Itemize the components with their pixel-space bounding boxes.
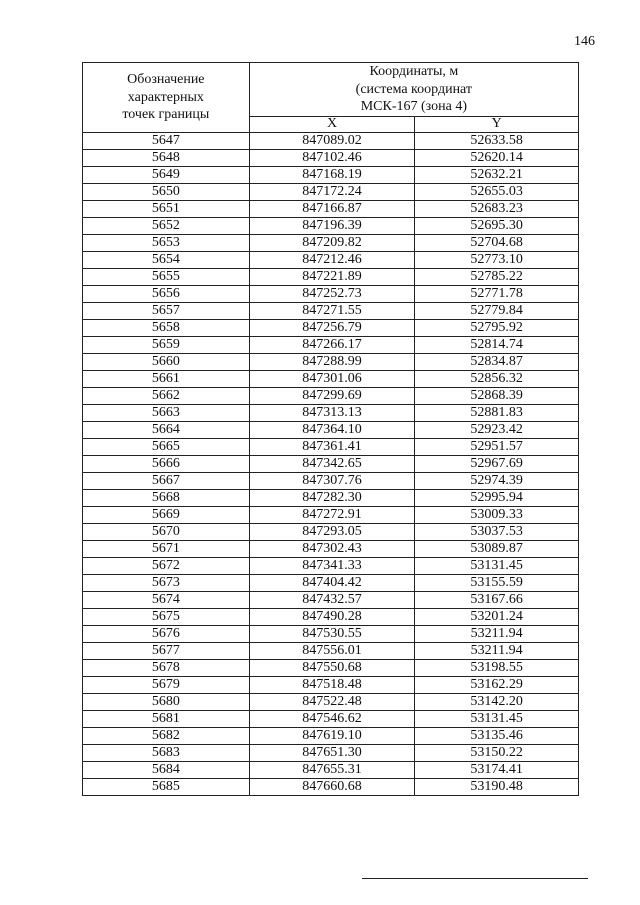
y-coordinate-cell: 53174.41	[415, 761, 579, 778]
table-row	[83, 149, 579, 166]
x-coordinate-cell: 847301.06	[249, 370, 415, 387]
table-row	[83, 421, 579, 438]
point-id-cell: 5657	[83, 302, 250, 319]
x-coordinate-cell: 847404.42	[249, 574, 415, 591]
y-coordinate-cell: 52655.03	[415, 183, 579, 200]
table-row	[83, 302, 579, 319]
y-coordinate-cell: 53131.45	[415, 710, 579, 727]
table-row	[83, 591, 579, 608]
table-row	[83, 472, 579, 489]
coords-header-line-1: Координаты, м	[369, 64, 459, 79]
y-coordinate-cell: 53135.46	[415, 727, 579, 744]
table-row	[83, 608, 579, 625]
point-id-cell: 5665	[83, 438, 250, 455]
x-column-header: X	[249, 116, 415, 132]
point-id-cell: 5685	[83, 778, 250, 795]
y-coordinate-cell: 53037.53	[415, 523, 579, 540]
y-coordinate-cell: 52995.94	[415, 489, 579, 506]
point-id-cell: 5684	[83, 761, 250, 778]
y-coordinate-cell: 53150.22	[415, 744, 579, 761]
point-id-cell: 5675	[83, 608, 250, 625]
table-row	[83, 659, 579, 676]
x-coordinate-cell: 847660.68	[249, 778, 415, 795]
x-coordinate-cell: 847282.30	[249, 489, 415, 506]
point-id-cell: 5677	[83, 642, 250, 659]
point-id-cell: 5681	[83, 710, 250, 727]
table-row	[83, 778, 579, 795]
y-coordinate-cell: 52974.39	[415, 472, 579, 489]
point-id-cell: 5651	[83, 200, 250, 217]
x-coordinate-cell: 847432.57	[249, 591, 415, 608]
table-row	[83, 353, 579, 370]
y-coordinate-cell: 52620.14	[415, 149, 579, 166]
table-row	[83, 319, 579, 336]
y-coordinate-cell: 52632.21	[415, 166, 579, 183]
point-id-cell: 5659	[83, 336, 250, 353]
point-id-cell: 5670	[83, 523, 250, 540]
x-coordinate-cell: 847209.82	[249, 234, 415, 251]
point-id-cell: 5668	[83, 489, 250, 506]
point-id-cell: 5683	[83, 744, 250, 761]
point-id-cell: 5648	[83, 149, 250, 166]
point-id-cell: 5666	[83, 455, 250, 472]
x-coordinate-cell: 847196.39	[249, 217, 415, 234]
table-row	[83, 234, 579, 251]
point-designation-header	[83, 63, 250, 133]
table-row	[83, 200, 579, 217]
y-coordinate-cell: 52856.32	[415, 370, 579, 387]
y-coordinate-cell: 52704.68	[415, 234, 579, 251]
coordinates-group-header	[249, 63, 578, 117]
point-id-cell: 5674	[83, 591, 250, 608]
x-coordinate-cell: 847172.24	[249, 183, 415, 200]
y-coordinate-cell: 52868.39	[415, 387, 579, 404]
y-coordinate-cell: 53167.66	[415, 591, 579, 608]
point-header-line-1: Обозначение	[127, 72, 205, 87]
x-coordinate-cell: 847307.76	[249, 472, 415, 489]
point-id-cell: 5647	[83, 132, 250, 149]
x-coordinate-cell: 847655.31	[249, 761, 415, 778]
y-coordinate-cell: 52951.57	[415, 438, 579, 455]
x-coordinate-cell: 847302.43	[249, 540, 415, 557]
y-coordinate-cell: 52683.23	[415, 200, 579, 217]
point-header-line-2: характерных	[127, 89, 204, 105]
point-id-cell: 5680	[83, 693, 250, 710]
table-row	[83, 132, 579, 149]
point-id-cell: 5667	[83, 472, 250, 489]
table-row	[83, 557, 579, 574]
point-id-cell: 5650	[83, 183, 250, 200]
x-coordinate-cell: 847256.79	[249, 319, 415, 336]
x-coordinate-cell: 847271.55	[249, 302, 415, 319]
table-row	[83, 744, 579, 761]
table-row	[83, 183, 579, 200]
x-coordinate-cell: 847221.89	[249, 268, 415, 285]
point-id-cell: 5673	[83, 574, 250, 591]
point-id-cell: 5656	[83, 285, 250, 302]
x-coordinate-cell: 847364.10	[249, 421, 415, 438]
point-id-cell: 5676	[83, 625, 250, 642]
x-coordinate-cell: 847550.68	[249, 659, 415, 676]
x-coordinate-cell: 847293.05	[249, 523, 415, 540]
point-id-cell: 5660	[83, 353, 250, 370]
point-id-cell: 5661	[83, 370, 250, 387]
y-coordinate-cell: 53198.55	[415, 659, 579, 676]
x-coordinate-cell: 847490.28	[249, 608, 415, 625]
x-coordinate-cell: 847266.17	[249, 336, 415, 353]
y-coordinate-cell: 53142.20	[415, 693, 579, 710]
x-coordinate-cell: 847522.48	[249, 693, 415, 710]
point-header-line-3: точек границы	[122, 107, 210, 122]
y-coordinate-cell: 52795.92	[415, 319, 579, 336]
point-id-cell: 5658	[83, 319, 250, 336]
x-coordinate-cell: 847288.99	[249, 353, 415, 370]
y-coordinate-cell: 52779.84	[415, 302, 579, 319]
table-body	[83, 132, 579, 795]
table-row	[83, 336, 579, 353]
table-row	[83, 438, 579, 455]
x-coordinate-cell: 847546.62	[249, 710, 415, 727]
x-coordinate-cell: 847556.01	[249, 642, 415, 659]
point-id-cell: 5664	[83, 421, 250, 438]
y-coordinate-cell: 53155.59	[415, 574, 579, 591]
table-row	[83, 693, 579, 710]
x-coordinate-cell: 847341.33	[249, 557, 415, 574]
x-coordinate-cell: 847212.46	[249, 251, 415, 268]
point-id-cell: 5671	[83, 540, 250, 557]
x-coordinate-cell: 847619.10	[249, 727, 415, 744]
table-row	[83, 506, 579, 523]
y-coordinate-cell: 53190.48	[415, 778, 579, 795]
table-row	[83, 387, 579, 404]
y-coordinate-cell: 53201.24	[415, 608, 579, 625]
x-coordinate-cell: 847168.19	[249, 166, 415, 183]
table-row	[83, 642, 579, 659]
y-coordinate-cell: 52785.22	[415, 268, 579, 285]
y-coordinate-cell: 52773.10	[415, 251, 579, 268]
table-row	[83, 727, 579, 744]
x-coordinate-cell: 847166.87	[249, 200, 415, 217]
table-row	[83, 523, 579, 540]
x-coordinate-cell: 847361.41	[249, 438, 415, 455]
table-row	[83, 489, 579, 506]
y-coordinate-cell: 53211.94	[415, 642, 579, 659]
table-row	[83, 268, 579, 285]
x-coordinate-cell: 847299.69	[249, 387, 415, 404]
page-number: 146	[574, 34, 595, 49]
y-coordinate-cell: 52881.83	[415, 404, 579, 421]
point-id-cell: 5682	[83, 727, 250, 744]
y-coordinate-cell: 52633.58	[415, 132, 579, 149]
boundary-coordinates-table	[82, 62, 579, 796]
y-coordinate-cell: 53162.29	[415, 676, 579, 693]
x-coordinate-cell: 847102.46	[249, 149, 415, 166]
table-row	[83, 710, 579, 727]
table-row	[83, 217, 579, 234]
y-coordinate-cell: 52967.69	[415, 455, 579, 472]
point-id-cell: 5655	[83, 268, 250, 285]
x-coordinate-cell: 847313.13	[249, 404, 415, 421]
y-column-header: Y	[415, 116, 579, 132]
y-coordinate-cell: 53009.33	[415, 506, 579, 523]
point-id-cell: 5653	[83, 234, 250, 251]
x-coordinate-cell: 847518.48	[249, 676, 415, 693]
y-coordinate-cell: 52834.87	[415, 353, 579, 370]
table-row	[83, 285, 579, 302]
x-coordinate-cell: 847252.73	[249, 285, 415, 302]
table-row	[83, 166, 579, 183]
table-row	[83, 404, 579, 421]
point-id-cell: 5663	[83, 404, 250, 421]
table-row	[83, 676, 579, 693]
x-coordinate-cell: 847089.02	[249, 132, 415, 149]
point-id-cell: 5662	[83, 387, 250, 404]
table-row	[83, 251, 579, 268]
table-row	[83, 540, 579, 557]
y-coordinate-cell: 52695.30	[415, 217, 579, 234]
point-id-cell: 5672	[83, 557, 250, 574]
point-id-cell: 5652	[83, 217, 250, 234]
x-coordinate-cell: 847651.30	[249, 744, 415, 761]
table-row	[83, 761, 579, 778]
table-row	[83, 370, 579, 387]
point-id-cell: 5649	[83, 166, 250, 183]
table-row	[83, 574, 579, 591]
coords-header-line-2: (система координат	[355, 81, 473, 97]
point-id-cell: 5678	[83, 659, 250, 676]
point-id-cell: 5654	[83, 251, 250, 268]
x-coordinate-cell: 847530.55	[249, 625, 415, 642]
table-row	[83, 455, 579, 472]
table-row	[83, 625, 579, 642]
y-coordinate-cell: 53089.87	[415, 540, 579, 557]
y-coordinate-cell: 52771.78	[415, 285, 579, 302]
y-coordinate-cell: 52814.74	[415, 336, 579, 353]
point-id-cell: 5679	[83, 676, 250, 693]
y-coordinate-cell: 52923.42	[415, 421, 579, 438]
y-coordinate-cell: 53131.45	[415, 557, 579, 574]
y-coordinate-cell: 53211.94	[415, 625, 579, 642]
coords-header-line-3: МСК-167 (зона 4)	[360, 99, 467, 114]
footer-rule	[362, 878, 588, 879]
x-coordinate-cell: 847342.65	[249, 455, 415, 472]
point-id-cell: 5669	[83, 506, 250, 523]
x-coordinate-cell: 847272.91	[249, 506, 415, 523]
